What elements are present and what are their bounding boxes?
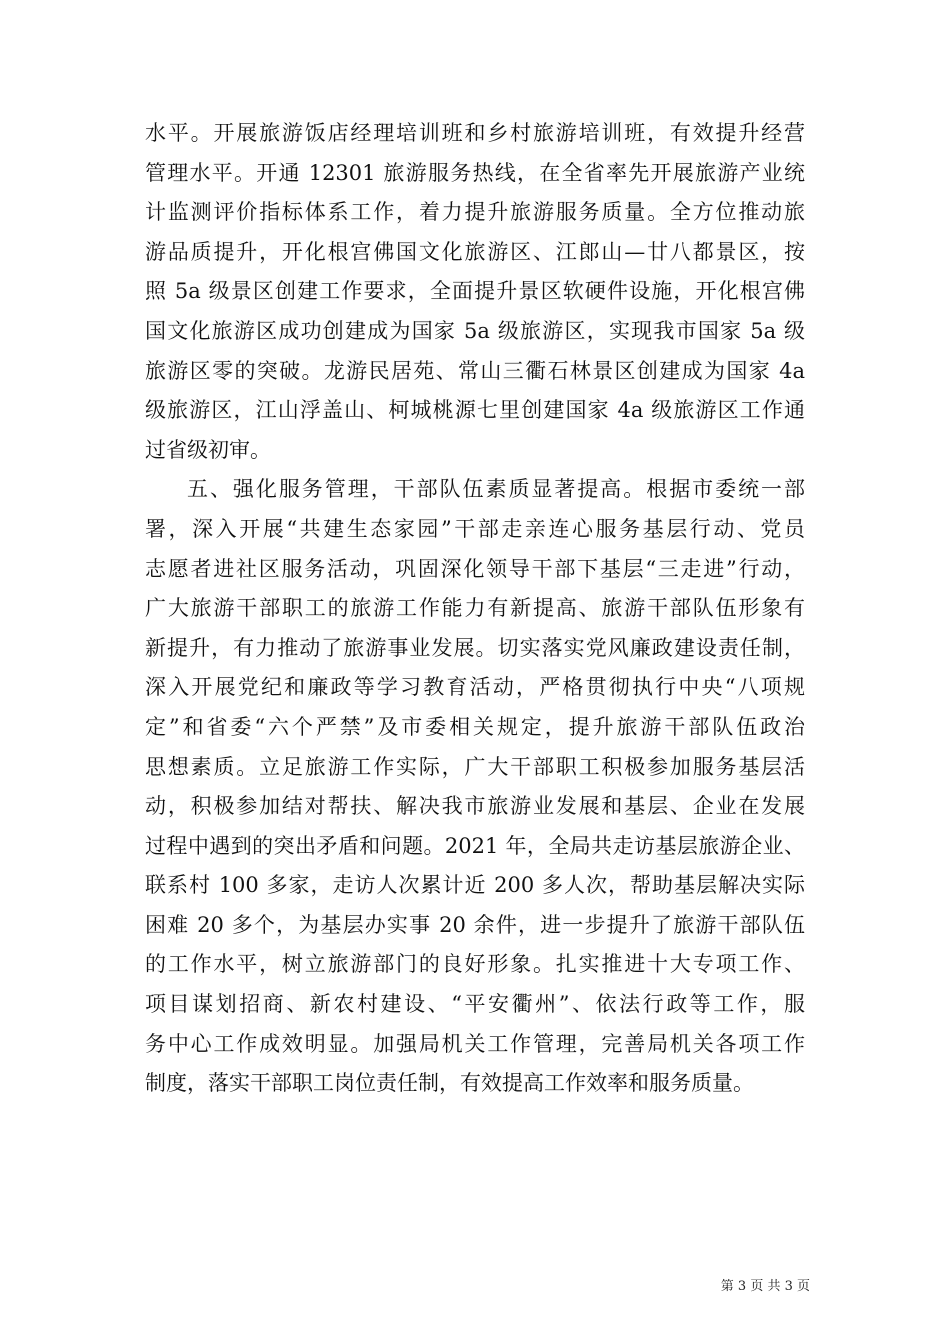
text-line: 志愿者进社区服务活动，巩固深化领导干部下基层“三走进”行动，: [145, 556, 805, 581]
text-line: 深入开展党纪和廉政等学习教育活动，严格贯彻执行中央“八项规: [145, 675, 805, 700]
page-number-footer: 第 3 页 共 3 页: [720, 1279, 810, 1294]
text-line: 游品质提升，开化根宫佛国文化旅游区、江郎山—廿八都景区，按: [145, 239, 805, 264]
text-line: 的工作水平，树立旅游部门的良好形象。扎实推进十大专项工作、: [145, 952, 805, 977]
text-line: 务中心工作成效明显。加强局机关工作管理，完善局机关各项工作: [145, 1031, 805, 1056]
text-line: 广大旅游干部职工的旅游工作能力有新提高、旅游干部队伍形象有: [145, 596, 805, 621]
text-line: 署，深入开展“共建生态家园”干部走亲连心服务基层行动、党员: [145, 516, 805, 541]
text-line: 计监测评价指标体系工作，着力提升旅游服务质量。全方位推动旅: [145, 200, 805, 225]
text-line: 定”和省委“六个严禁”及市委相关规定，提升旅游干部队伍政治: [145, 714, 805, 739]
text-line: 级旅游区，江山浮盖山、柯城桃源七里创建国家 4a 级旅游区工作通: [145, 398, 805, 423]
text-line: 新提升，有力推动了旅游事业发展。切实落实党风廉政建设责任制，: [145, 635, 805, 660]
text-line: 管理水平。开通 12301 旅游服务热线，在全省率先开展旅游产业统: [145, 160, 805, 185]
text-line: 联系村 100 多家，走访人次累计近 200 多人次，帮助基层解决实际: [145, 873, 805, 898]
text-line: 照 5a 级景区创建工作要求，全面提升景区软硬件设施，开化根宫佛: [145, 279, 805, 304]
document-body: [145, 114, 805, 1104]
text-line: 过省级初审。: [145, 437, 271, 462]
text-line: 项目谋划招商、新农村建设、“平安衢州”、依法行政等工作，服: [145, 992, 805, 1017]
text-line: 制度，落实干部职工岗位责任制，有效提高工作效率和服务质量。: [145, 1071, 754, 1096]
text-line: 水平。开展旅游饭店经理培训班和乡村旅游培训班，有效提升经营: [145, 121, 805, 145]
paragraph-start-line: 五、强化服务管理，干部队伍素质显著提高。根据市委统一部: [187, 477, 805, 502]
text-line: 动，积极参加结对帮扶、解决我市旅游业发展和基层、企业在发展: [145, 794, 805, 819]
text-line: 国文化旅游区成功创建成为国家 5a 级旅游区，实现我市国家 5a 级: [145, 318, 805, 343]
text-line: 旅游区零的突破。龙游民居苑、常山三衢石林景区创建成为国家 4a: [145, 358, 805, 383]
text-line: 思想素质。立足旅游工作实际，广大干部职工积极参加服务基层活: [145, 754, 805, 779]
text-line: 困难 20 多个，为基层办实事 20 余件，进一步提升了旅游干部队伍: [145, 912, 805, 937]
text-line: 过程中遇到的突出矛盾和问题。2021 年，全局共走访基层旅游企业、: [145, 833, 805, 858]
